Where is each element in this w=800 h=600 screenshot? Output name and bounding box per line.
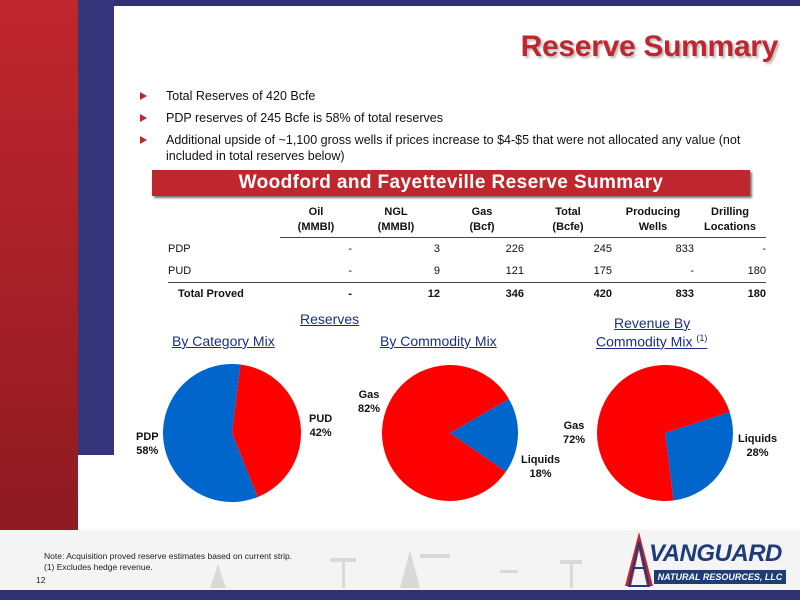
left-navy-band <box>78 0 114 455</box>
pie-2-label-liquids: Liquids 18% <box>521 454 561 480</box>
footnote-1: (1) Excludes hedge revenue. <box>44 562 153 572</box>
pie-1-label-pud: PUD 42% <box>309 413 333 439</box>
column-header: Producing <box>625 206 681 218</box>
table-cell: - <box>348 265 352 277</box>
table-cell: - <box>280 283 352 306</box>
pie-chart-commodity <box>382 365 518 501</box>
pie-2-label-gas: Gas 82% <box>358 389 381 415</box>
table-cell: 180 <box>694 283 766 306</box>
row-label: Total Proved <box>168 283 280 306</box>
table-cell: - <box>762 243 766 255</box>
bullet-text: Additional upside of ~1,100 gross wells if prices increase to $4-$5 that were not allocated any value (not included in total reserves below) <box>166 133 741 163</box>
pie-3-title-text: Commodity Mix <box>596 333 693 350</box>
row-label: PDP <box>168 242 191 255</box>
table-header-row <box>168 220 766 238</box>
pie-chart-revenue <box>597 365 733 501</box>
left-red-band <box>0 0 78 540</box>
row-label: PUD <box>168 265 192 277</box>
bullet-item <box>138 132 788 164</box>
column-unit: Locations <box>694 220 766 238</box>
table-cell: 121 <box>505 265 524 277</box>
pie-3-footnote-marker: (1) <box>696 333 708 343</box>
bullet-text: Total Reserves of 420 Bcfe <box>166 89 316 103</box>
section-banner: Woodford and Fayetteville Reserve Summary <box>152 170 750 196</box>
table-cell: 245 <box>593 243 612 255</box>
table-total-row <box>168 283 766 306</box>
reserves-heading: Reserves <box>300 311 360 327</box>
column-unit: (MMBl) <box>352 220 440 238</box>
table-row <box>168 238 766 261</box>
column-unit: (MMBl) <box>280 220 352 238</box>
column-header: Gas <box>471 206 493 218</box>
bottom-band <box>0 590 800 600</box>
column-unit: (Bcf) <box>440 220 524 238</box>
company-logo <box>619 530 789 588</box>
table-cell: 226 <box>505 243 524 255</box>
column-header: NGL <box>384 206 408 218</box>
table-cell: 12 <box>352 283 440 306</box>
bullet-item <box>138 88 788 104</box>
pie-3-label-gas: Gas 72% <box>563 420 586 446</box>
table-row <box>168 260 766 283</box>
table-cell: 833 <box>675 243 694 255</box>
bullet-list <box>138 88 788 170</box>
reserve-table <box>168 205 766 305</box>
column-unit: (Bcfe) <box>524 220 612 238</box>
logo-name: VANGUARD <box>649 540 782 567</box>
slide-title: Reserve Summary <box>520 30 778 63</box>
table-cell: 180 <box>747 265 766 277</box>
logo-subtitle: NATURAL RESOURCES, LLC <box>654 570 786 584</box>
table-cell: - <box>348 243 352 255</box>
table-cell: 833 <box>612 283 694 306</box>
table-cell: 346 <box>440 283 524 306</box>
bullet-arrow-icon <box>140 114 147 122</box>
pie-1-label-pdp: PDP 58% <box>136 431 159 457</box>
table-cell: 3 <box>433 243 440 255</box>
bullet-arrow-icon <box>140 136 147 144</box>
table-cell: 420 <box>524 283 612 306</box>
column-header: Oil <box>308 206 324 218</box>
footnote-note: Note: Acquisition proved reserve estimates based on current strip. <box>44 551 293 561</box>
column-header: Drilling <box>711 206 749 218</box>
table-cell: 9 <box>433 265 440 277</box>
table-cell: 175 <box>593 265 612 277</box>
pie-2-title: By Commodity Mix <box>380 333 497 349</box>
bullet-arrow-icon <box>140 92 147 100</box>
table-cell: - <box>690 265 694 277</box>
pie-1-title: By Category Mix <box>172 333 275 349</box>
bullet-text: PDP reserves of 245 Bcfe is 58% of total reserves <box>166 111 443 125</box>
column-header: Total <box>555 206 581 218</box>
pie-3-label-liquids: Liquids 28% <box>738 433 778 459</box>
table-header-row <box>168 205 766 220</box>
column-unit: Wells <box>612 220 694 238</box>
page-number: 12 <box>36 575 46 585</box>
pie-3-title <box>596 333 707 350</box>
pie-chart-category <box>163 364 301 502</box>
footnotes <box>44 551 292 573</box>
bullet-item <box>138 110 788 126</box>
revenue-heading: Revenue By <box>614 315 691 331</box>
